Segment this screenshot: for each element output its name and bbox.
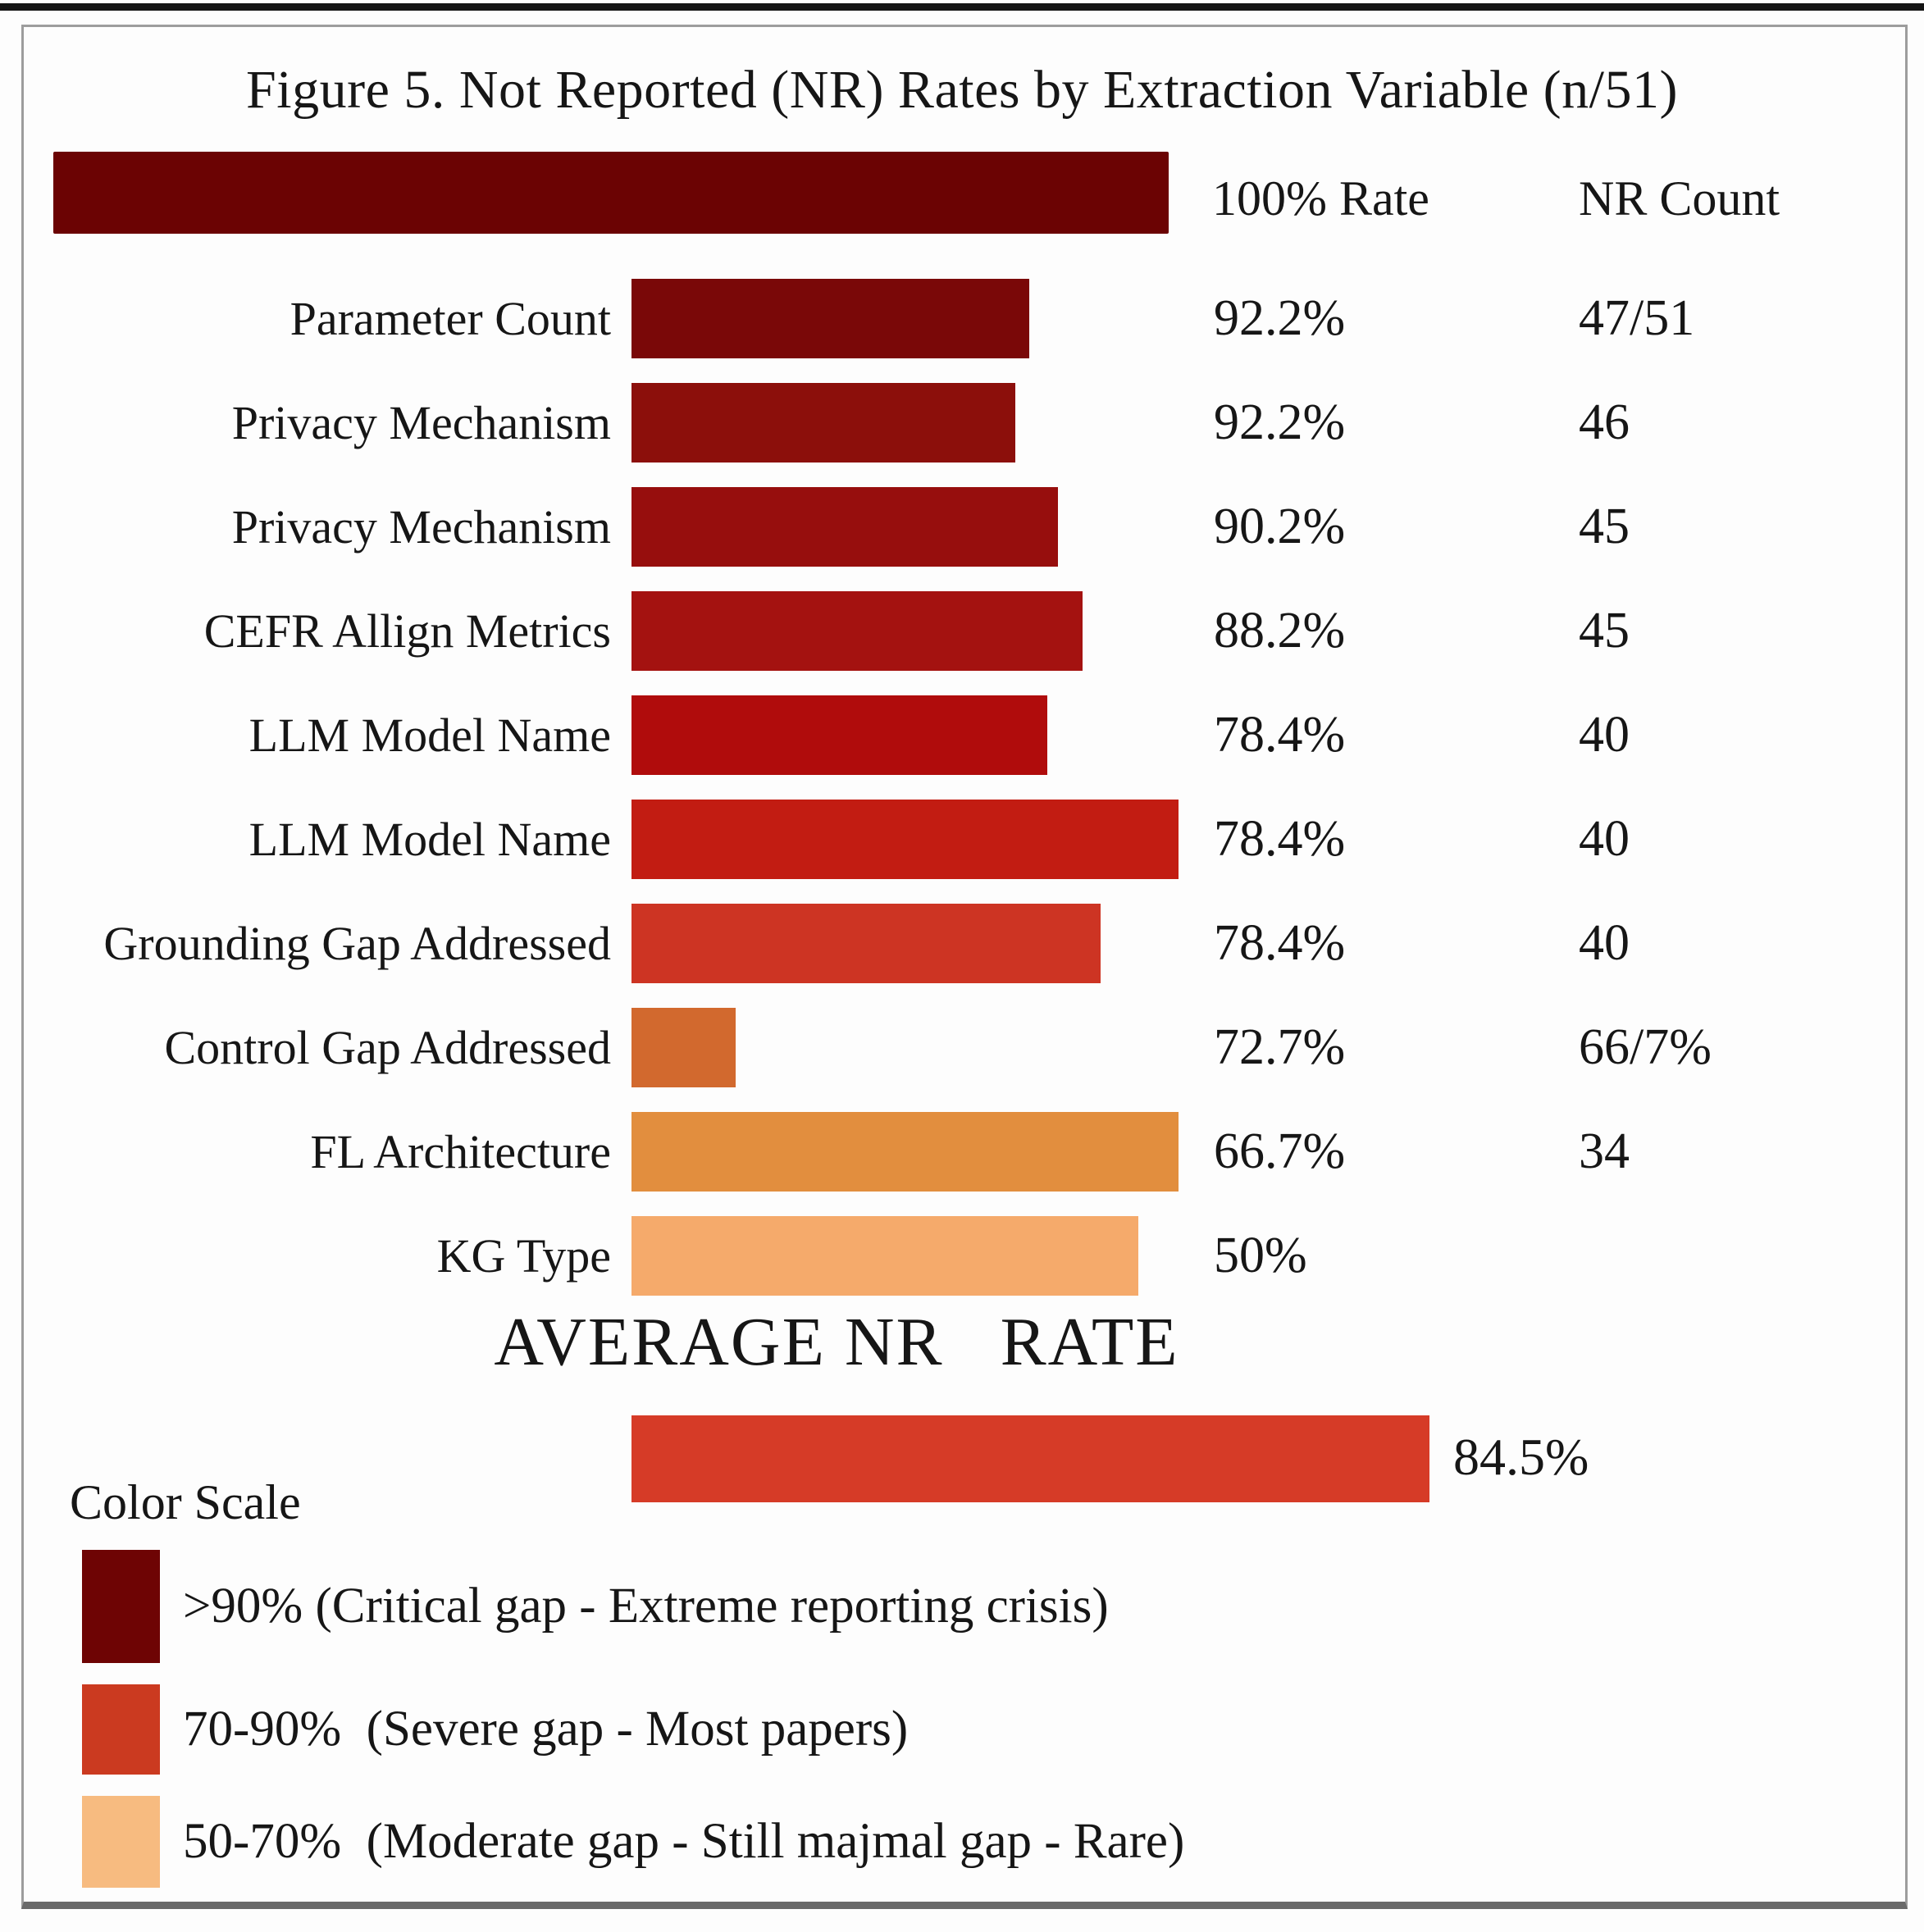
table-row — [0, 591, 1924, 671]
row-rate-value: 92.2% — [1214, 394, 1346, 450]
legend-item — [82, 1796, 1184, 1888]
row-count-value: 34 — [1579, 1123, 1630, 1179]
row-rate-value: 78.4% — [1214, 707, 1346, 763]
row-label: Grounding Gap Addressed — [103, 917, 611, 970]
color-scale-label: Color Scale — [70, 1475, 301, 1529]
top-border-line — [0, 3, 1924, 11]
row-bar — [631, 383, 1015, 462]
table-row — [0, 1008, 1924, 1087]
row-label: LLM Model Name — [248, 709, 611, 762]
row-label: Privacy Mechanism — [231, 500, 611, 554]
table-row — [0, 487, 1924, 567]
row-bar — [631, 695, 1047, 775]
table-row — [0, 695, 1924, 775]
legend-text: >90% (Critical gap - Extreme reporting crisis) — [183, 1579, 1109, 1634]
table-row — [0, 904, 1924, 983]
column-header-count: NR Count — [1579, 171, 1780, 226]
row-count-value: 40 — [1579, 811, 1630, 867]
row-count-value: 45 — [1579, 499, 1630, 554]
row-count-value: 66/7% — [1579, 1019, 1712, 1075]
row-count-value: 46 — [1579, 394, 1630, 450]
row-rate-value: 92.2% — [1214, 290, 1346, 346]
legend-item — [82, 1684, 1184, 1775]
row-count-value: 40 — [1579, 707, 1630, 763]
row-rate-value: 72.7% — [1214, 1019, 1346, 1075]
table-row — [0, 279, 1924, 358]
row-count-value: 40 — [1579, 915, 1630, 971]
table-row — [0, 1112, 1924, 1192]
row-bar — [631, 487, 1058, 567]
row-rate-value: 78.4% — [1214, 915, 1346, 971]
average-nr-rate-heading: AVERAGE NR RATE — [494, 1304, 1179, 1380]
row-bar — [631, 591, 1083, 671]
table-row — [0, 800, 1924, 879]
column-header-rate: 100% Rate — [1212, 171, 1429, 226]
row-label: Parameter Count — [290, 292, 611, 345]
table-row — [0, 383, 1924, 462]
figure-title: Figure 5. Not Reported (NR) Rates by Extraction Variable (n/51) — [246, 60, 1678, 120]
row-bar — [631, 1112, 1179, 1192]
row-rate-value: 88.2% — [1214, 603, 1346, 658]
row-label: Control Gap Addressed — [164, 1021, 611, 1074]
header-bar-100-percent — [53, 152, 1169, 234]
row-bar — [631, 1216, 1138, 1296]
legend-text: 50-70% (Moderate gap - Still majmal gap - Rare) — [183, 1814, 1185, 1869]
average-nr-rate-value: 84.5% — [1453, 1428, 1589, 1486]
row-bar — [631, 279, 1029, 358]
row-bar — [631, 904, 1101, 983]
color-scale-legend — [82, 1550, 1184, 1888]
legend-color-swatch — [82, 1550, 160, 1663]
row-rate-value: 78.4% — [1214, 811, 1346, 867]
row-label: CEFR Allign Metrics — [203, 604, 611, 658]
legend-text: 70-90% (Severe gap - Most papers) — [183, 1702, 909, 1757]
row-label: LLM Model Name — [248, 813, 611, 866]
row-rate-value: 66.7% — [1214, 1123, 1346, 1179]
row-bar — [631, 800, 1179, 879]
average-nr-rate-bar — [631, 1415, 1429, 1502]
legend-color-swatch — [82, 1796, 160, 1888]
row-label: FL Architecture — [310, 1125, 611, 1178]
row-rate-value: 90.2% — [1214, 499, 1346, 554]
legend-color-swatch — [82, 1684, 160, 1775]
table-row — [0, 1216, 1924, 1296]
row-count-value: 47/51 — [1579, 290, 1695, 346]
row-bar — [631, 1008, 736, 1087]
row-count-value: 45 — [1579, 603, 1630, 658]
row-label: KG Type — [436, 1229, 611, 1283]
row-label: Privacy Mechanism — [231, 396, 611, 449]
row-rate-value: 50% — [1214, 1228, 1307, 1283]
legend-item — [82, 1550, 1184, 1663]
